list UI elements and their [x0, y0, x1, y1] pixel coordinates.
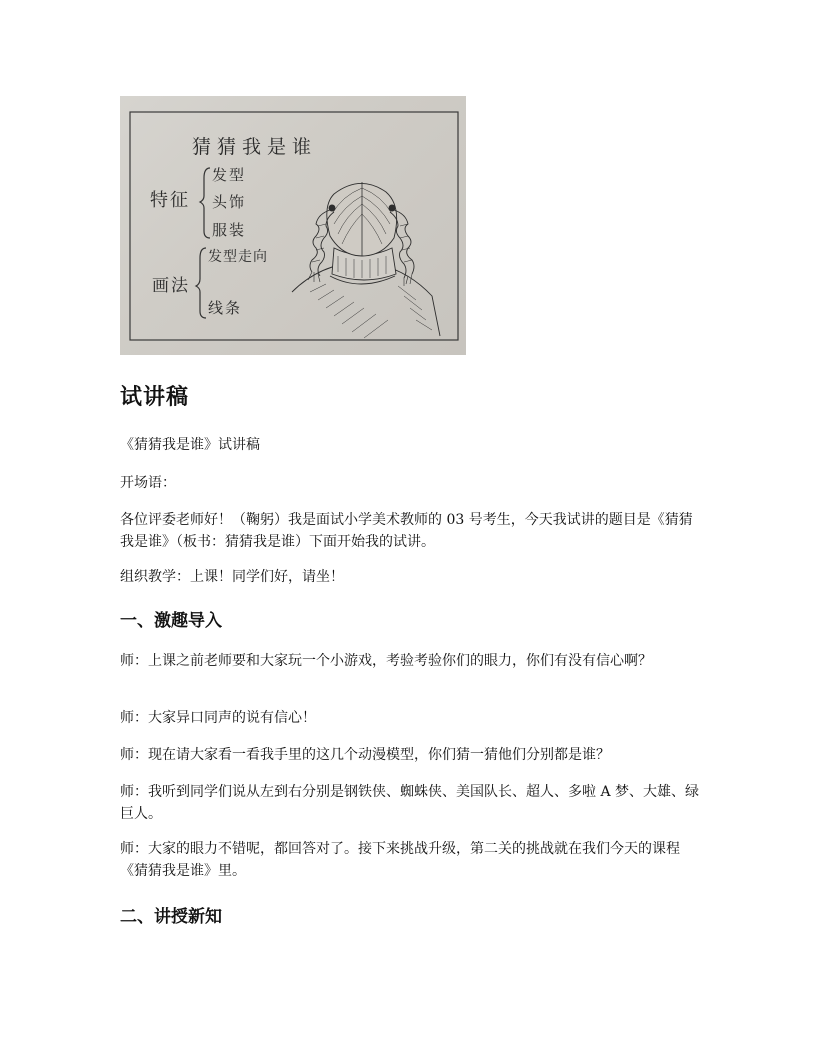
paragraph-opening-label: 开场语： — [120, 475, 176, 491]
paragraph-greeting: 各位评委老师好！（鞠躬）我是面试小学美术教师的 03 号考生，今天我试讲的题目是《猜猜我是谁》（板书：猜猜我是谁）下面开始我的试讲。 — [120, 512, 693, 550]
paragraph-subject: 《猜猜我是谁》试讲稿 — [120, 437, 260, 453]
sketch-feature-3: 服装 — [212, 221, 247, 239]
sketch-features-label: 特征 — [150, 190, 190, 211]
document-title: 试讲稿 — [120, 385, 190, 410]
sketch-method-2: 线条 — [208, 299, 243, 317]
girl-back-illustration — [292, 182, 440, 338]
sketch-heading: 猜猜我是谁 — [192, 136, 318, 158]
paragraph-organize: 组织教学：上课！同学们好，请坐！ — [120, 569, 344, 585]
blackboard-sketch-photo — [120, 96, 466, 355]
sketch-method-1: 发型走向 — [208, 249, 268, 265]
sketch-feature-1: 发型 — [212, 166, 247, 184]
sketch-method-label: 画法 — [152, 276, 190, 296]
paragraph-game: 师：上课之前老师要和大家玩一个小游戏，考验考验你们的眼力，你们有没有信心啊？ — [120, 653, 652, 669]
paragraph-models: 师：现在请大家看一看我手里的这几个动漫模型，你们猜一猜他们分别都是谁？ — [120, 747, 610, 763]
paragraph-confidence: 师：大家异口同声的说有信心！ — [120, 710, 316, 726]
sketch-feature-2: 头饰 — [212, 193, 247, 211]
paragraph-answers: 师：我听到同学们说从左到右分别是钢铁侠、蜘蛛侠、美国队长、超人、多啦 A 梦、大雄、绿巨人。 — [120, 784, 700, 822]
section-heading-new-knowledge: 二、讲授新知 — [120, 907, 222, 927]
sketch-drawing — [120, 96, 466, 355]
section-heading-intro: 一、激趣导入 — [120, 611, 222, 631]
paragraph-challenge: 师：大家的眼力不错呢，都回答对了。接下来挑战升级，第二关的挑战就在我们今天的课程《猜猜我是谁》里。 — [120, 841, 680, 879]
